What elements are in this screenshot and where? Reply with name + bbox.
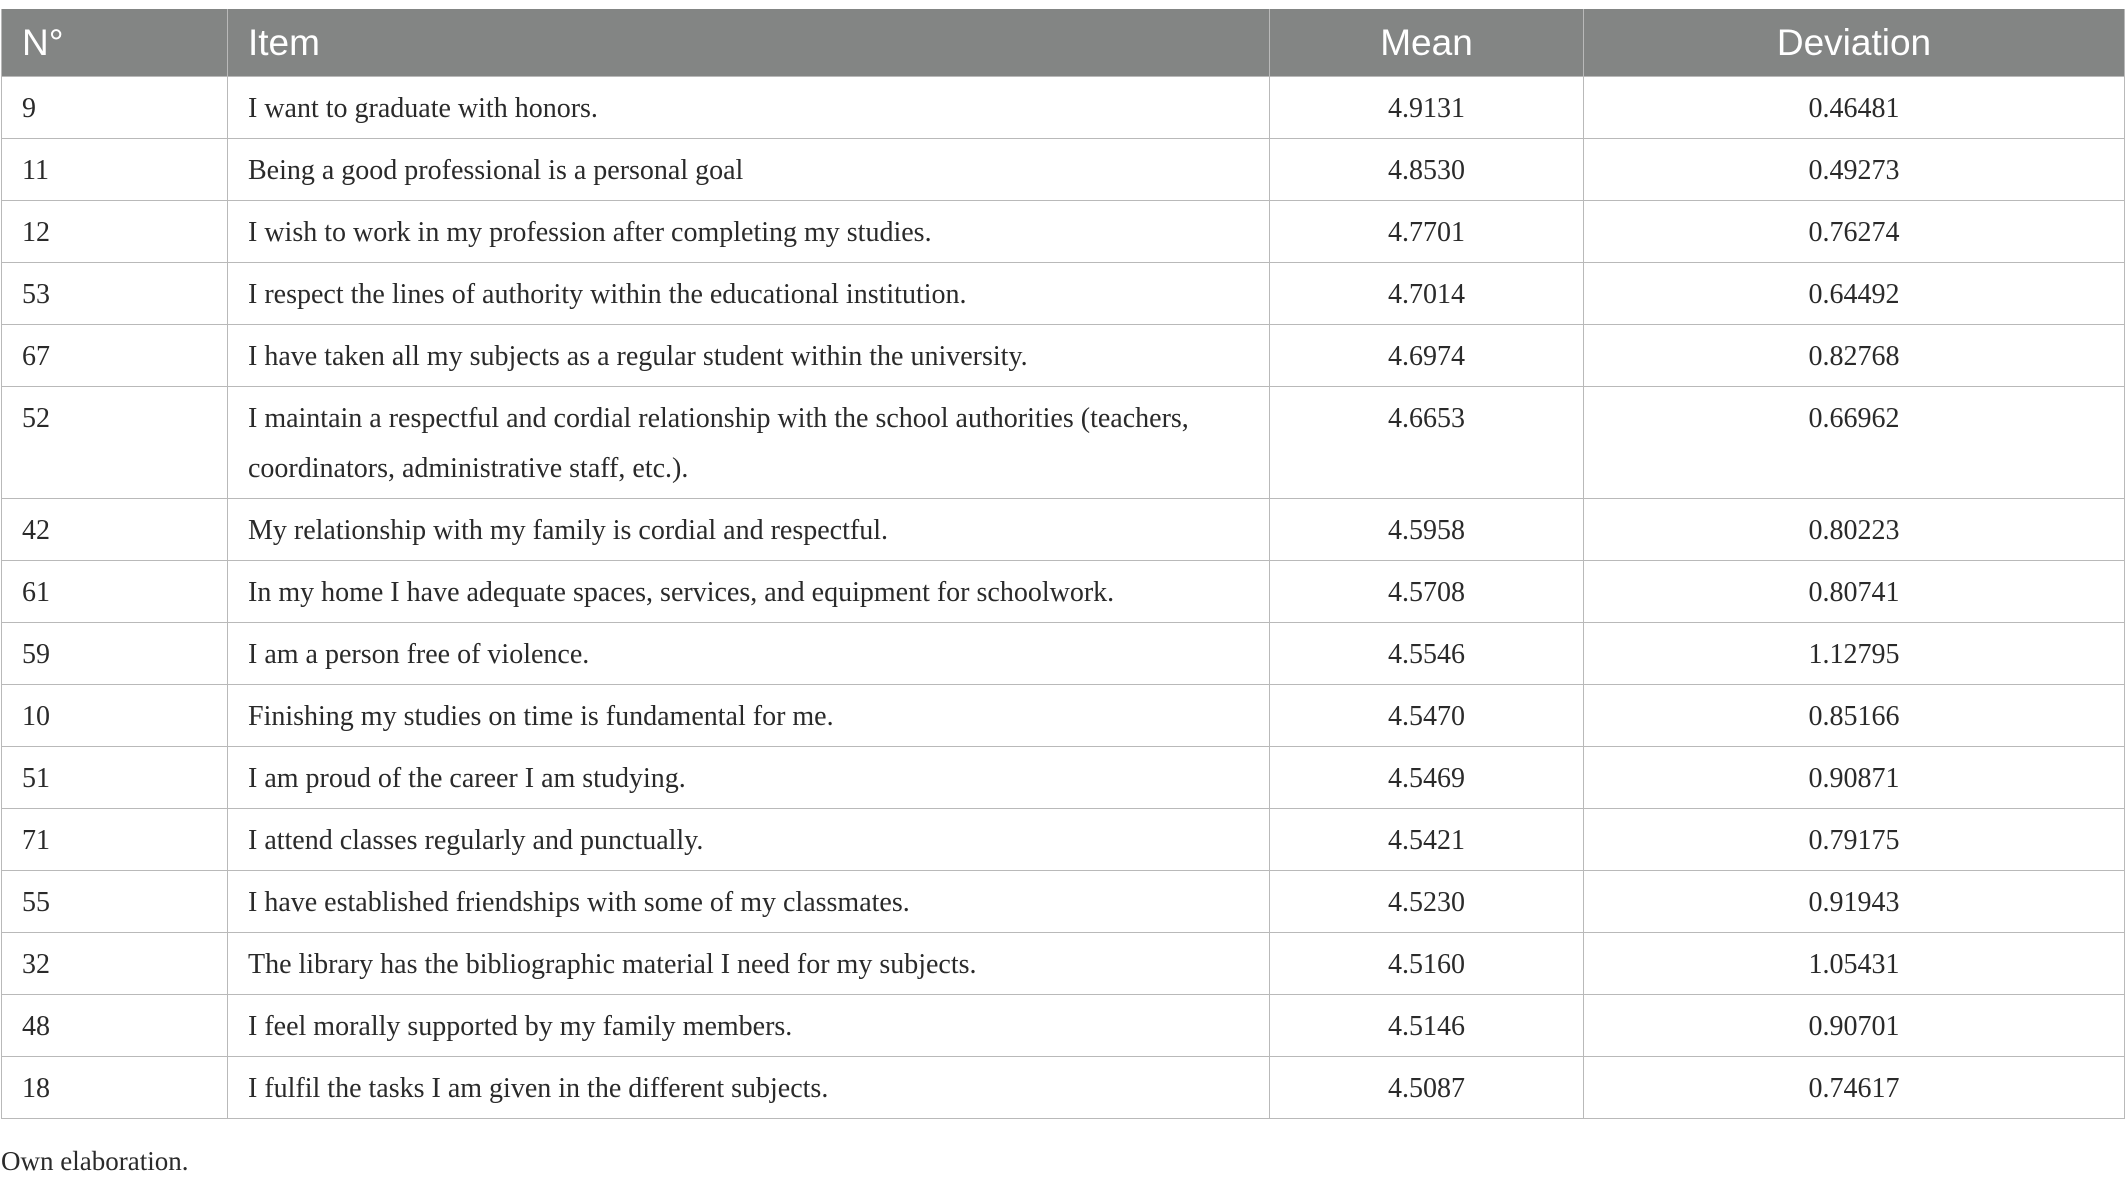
- cell-item: Finishing my studies on time is fundamental for me.: [228, 685, 1270, 747]
- header-item: Item: [228, 9, 1270, 77]
- cell-item: I have taken all my subjects as a regular student within the university.: [228, 325, 1270, 387]
- cell-deviation: 1.12795: [1584, 623, 2125, 685]
- table-row: [2, 1057, 2125, 1119]
- table-row: [2, 201, 2125, 263]
- cell-no: 48: [2, 995, 228, 1057]
- cell-deviation: 0.90701: [1584, 995, 2125, 1057]
- cell-mean: 4.5546: [1270, 623, 1584, 685]
- cell-no: 53: [2, 263, 228, 325]
- cell-item: I fulfil the tasks I am given in the different subjects.: [228, 1057, 1270, 1119]
- table-row: [2, 263, 2125, 325]
- cell-deviation: 0.46481: [1584, 77, 2125, 139]
- cell-mean: 4.6974: [1270, 325, 1584, 387]
- cell-no: 42: [2, 499, 228, 561]
- table-row: [2, 499, 2125, 561]
- cell-deviation: 0.85166: [1584, 685, 2125, 747]
- data-table-container: [1, 9, 2124, 1119]
- cell-mean: 4.5469: [1270, 747, 1584, 809]
- cell-no: 12: [2, 201, 228, 263]
- cell-mean: 4.9131: [1270, 77, 1584, 139]
- table-row: [2, 995, 2125, 1057]
- table-row: [2, 747, 2125, 809]
- cell-deviation: 0.82768: [1584, 325, 2125, 387]
- cell-no: 71: [2, 809, 228, 871]
- cell-deviation: 0.80741: [1584, 561, 2125, 623]
- cell-deviation: 0.66962: [1584, 387, 2125, 499]
- cell-deviation: 0.91943: [1584, 871, 2125, 933]
- cell-item: My relationship with my family is cordial and respectful.: [228, 499, 1270, 561]
- cell-deviation: 0.74617: [1584, 1057, 2125, 1119]
- cell-mean: 4.7014: [1270, 263, 1584, 325]
- cell-mean: 4.7701: [1270, 201, 1584, 263]
- cell-deviation: 0.79175: [1584, 809, 2125, 871]
- table-footnote: Own elaboration.: [1, 1146, 189, 1176]
- cell-no: 59: [2, 623, 228, 685]
- cell-deviation: 1.05431: [1584, 933, 2125, 995]
- cell-deviation: 0.49273: [1584, 139, 2125, 201]
- cell-mean: 4.6653: [1270, 387, 1584, 499]
- cell-deviation: 0.80223: [1584, 499, 2125, 561]
- cell-no: 52: [2, 387, 228, 499]
- cell-item: I am a person free of violence.: [228, 623, 1270, 685]
- cell-mean: 4.5708: [1270, 561, 1584, 623]
- cell-mean: 4.5470: [1270, 685, 1584, 747]
- cell-deviation: 0.76274: [1584, 201, 2125, 263]
- header-no: N°: [2, 9, 228, 77]
- cell-no: 9: [2, 77, 228, 139]
- table-row: [2, 871, 2125, 933]
- table-row: [2, 561, 2125, 623]
- cell-deviation: 0.64492: [1584, 263, 2125, 325]
- cell-no: 11: [2, 139, 228, 201]
- cell-item: In my home I have adequate spaces, services, and equipment for schoolwork.: [228, 561, 1270, 623]
- cell-mean: 4.8530: [1270, 139, 1584, 201]
- cell-mean: 4.5958: [1270, 499, 1584, 561]
- table-row: [2, 623, 2125, 685]
- cell-item: I respect the lines of authority within the educational institution.: [228, 263, 1270, 325]
- cell-item: Being a good professional is a personal goal: [228, 139, 1270, 201]
- header-deviation: Deviation: [1584, 9, 2125, 77]
- cell-no: 61: [2, 561, 228, 623]
- table-row: [2, 809, 2125, 871]
- cell-no: 32: [2, 933, 228, 995]
- cell-no: 18: [2, 1057, 228, 1119]
- cell-mean: 4.5230: [1270, 871, 1584, 933]
- table-row: [2, 933, 2125, 995]
- table-row: [2, 387, 2125, 499]
- table-row: [2, 77, 2125, 139]
- table-row: [2, 139, 2125, 201]
- cell-no: 10: [2, 685, 228, 747]
- cell-item: I maintain a respectful and cordial relationship with the school authorities (teachers, coordinators, administrative staff, etc.).: [228, 387, 1270, 499]
- cell-item: The library has the bibliographic material I need for my subjects.: [228, 933, 1270, 995]
- table-row: [2, 325, 2125, 387]
- cell-no: 51: [2, 747, 228, 809]
- cell-item: I am proud of the career I am studying.: [228, 747, 1270, 809]
- table-header-row: [2, 9, 2125, 77]
- data-table: [1, 9, 2125, 1119]
- cell-item: I attend classes regularly and punctually.: [228, 809, 1270, 871]
- cell-mean: 4.5160: [1270, 933, 1584, 995]
- cell-mean: 4.5087: [1270, 1057, 1584, 1119]
- table-row: [2, 685, 2125, 747]
- cell-no: 55: [2, 871, 228, 933]
- cell-deviation: 0.90871: [1584, 747, 2125, 809]
- cell-item: I wish to work in my profession after completing my studies.: [228, 201, 1270, 263]
- cell-item: I want to graduate with honors.: [228, 77, 1270, 139]
- cell-mean: 4.5146: [1270, 995, 1584, 1057]
- cell-item: I feel morally supported by my family members.: [228, 995, 1270, 1057]
- cell-no: 67: [2, 325, 228, 387]
- header-mean: Mean: [1270, 9, 1584, 77]
- cell-item: I have established friendships with some of my classmates.: [228, 871, 1270, 933]
- cell-mean: 4.5421: [1270, 809, 1584, 871]
